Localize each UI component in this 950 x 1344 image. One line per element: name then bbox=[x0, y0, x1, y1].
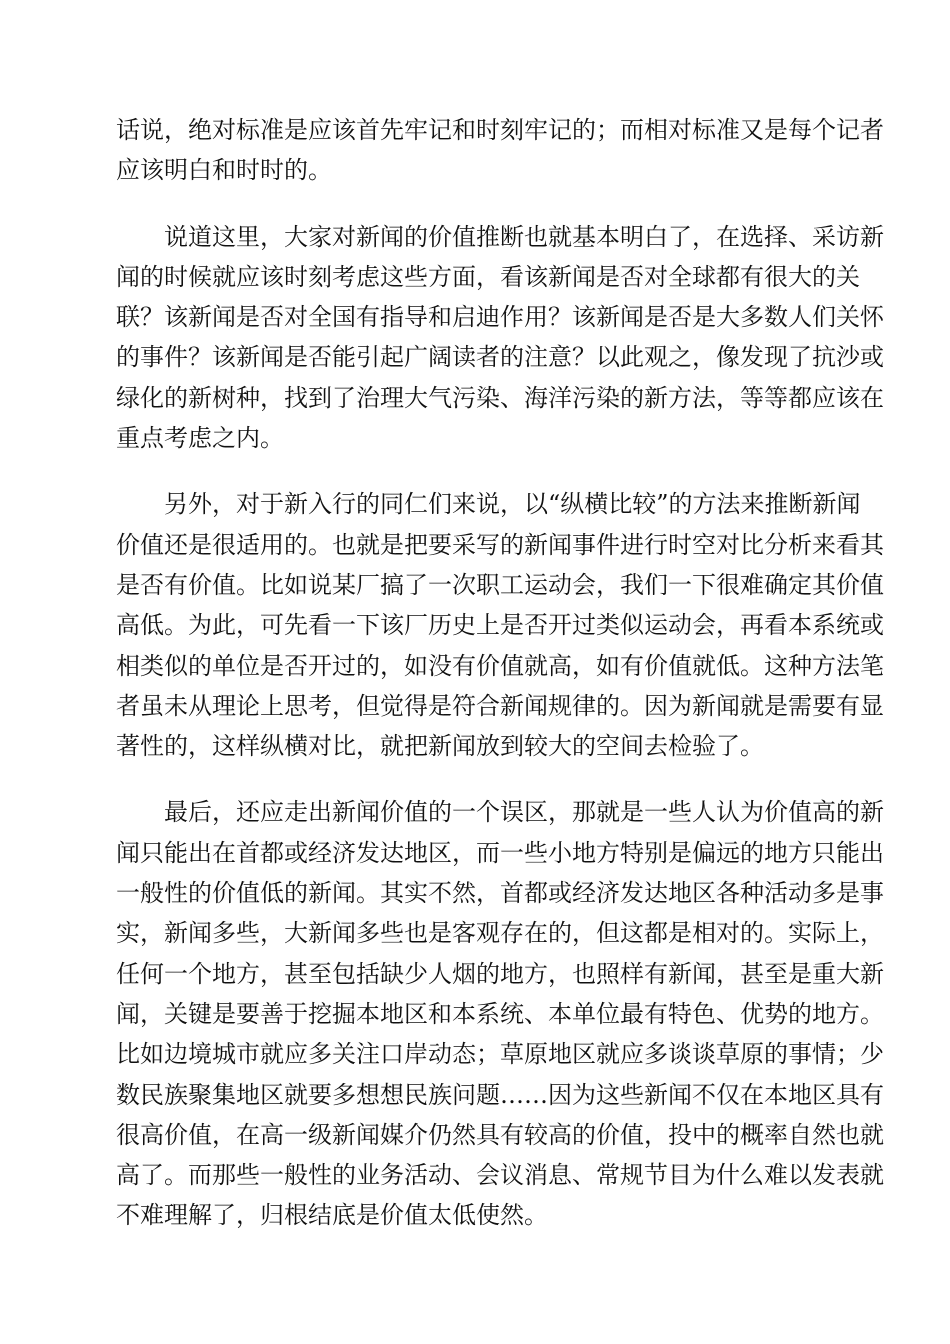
text-line: 不难理解了，归根结底是价值太低使然。 bbox=[116, 1201, 548, 1230]
text-line: 比如边境城市就应多关注口岸动态；草原地区就应多谈谈草原的事情；少 bbox=[116, 1040, 884, 1069]
text-line: 者虽未从理论上思考，但觉得是符合新闻规律的。因为新闻就是需要有显 bbox=[116, 691, 884, 720]
paragraph bbox=[116, 110, 884, 191]
paragraph-spacer bbox=[116, 191, 836, 217]
text-line: 实，新闻多些，大新闻多些也是客观存在的，但这都是相对的。实际上， bbox=[116, 919, 884, 948]
text-line: 重点考虑之内。 bbox=[116, 424, 284, 453]
text-line: 数民族聚集地区就要多想想民族问题……因为这些新闻不仅在本地区具有 bbox=[116, 1080, 884, 1109]
text-line: 是否有价值。比如说某厂搞了一次职工运动会，我们一下很难确定其价值 bbox=[116, 570, 884, 599]
paragraph bbox=[116, 217, 884, 459]
text-line: 说道这里，大家对新闻的价值推断也就基本明白了，在选择、采访新 bbox=[164, 222, 884, 251]
text-line: 相类似的单位是否开过的，如没有价值就高，如有价值就低。这种方法笔 bbox=[116, 651, 884, 680]
text-line: 应该明白和时时的。 bbox=[116, 156, 332, 185]
text-line: 著性的，这样纵横对比，就把新闻放到较大的空间去检验了。 bbox=[116, 732, 764, 761]
text-line: 闻，关键是要善于挖掘本地区和本系统、本单位最有特色、优势的地方。 bbox=[116, 999, 884, 1028]
paragraph-spacer bbox=[116, 458, 836, 484]
paragraph bbox=[116, 484, 884, 766]
text-line: 价值还是很适用的。也就是把要采写的新闻事件进行时空对比分析来看其 bbox=[116, 530, 884, 559]
text-line: 绿化的新树种，找到了治理大气污染、海洋污染的新方法，等等都应该在 bbox=[116, 383, 884, 412]
text-line: 任何一个地方，甚至包括缺少人烟的地方，也照样有新闻，甚至是重大新 bbox=[116, 959, 884, 988]
text-line: 闻的时候就应该时刻考虑这些方面，看该新闻是否对全球都有很大的关 bbox=[116, 262, 860, 291]
paragraph bbox=[116, 792, 884, 1235]
paragraph-spacer bbox=[116, 766, 836, 792]
text-line: 的事件？该新闻是否能引起广阔读者的注意？以此观之，像发现了抗沙或 bbox=[116, 343, 884, 372]
document-body bbox=[116, 110, 884, 1236]
text-line: 高了。而那些一般性的业务活动、会议消息、常规节目为什么难以发表就 bbox=[116, 1161, 884, 1190]
text-line: 联？该新闻是否对全国有指导和启迪作用？该新闻是否是大多数人们关怀 bbox=[116, 303, 884, 332]
text-line: 话说，绝对标准是应该首先牢记和时刻牢记的；而相对标准又是每个记者 bbox=[116, 116, 884, 144]
text-line: 很高价值，在高一级新闻媒介仍然具有较高的价值，投中的概率自然也就 bbox=[116, 1120, 884, 1149]
text-line: 高低。为此，可先看一下该厂历史上是否开过类似运动会，再看本系统或 bbox=[116, 611, 884, 640]
text-line: 最后，还应走出新闻价值的一个误区，那就是一些人认为价值高的新 bbox=[164, 798, 884, 827]
text-line: 闻只能出在首都或经济发达地区，而一些小地方特别是偏远的地方只能出 bbox=[116, 838, 884, 867]
text-line: 一般性的价值低的新闻。其实不然，首都或经济发达地区各种活动多是事 bbox=[116, 879, 884, 908]
text-line: 另外，对于新入行的同仁们来说，以“纵横比较”的方法来推断新闻 bbox=[164, 490, 861, 519]
